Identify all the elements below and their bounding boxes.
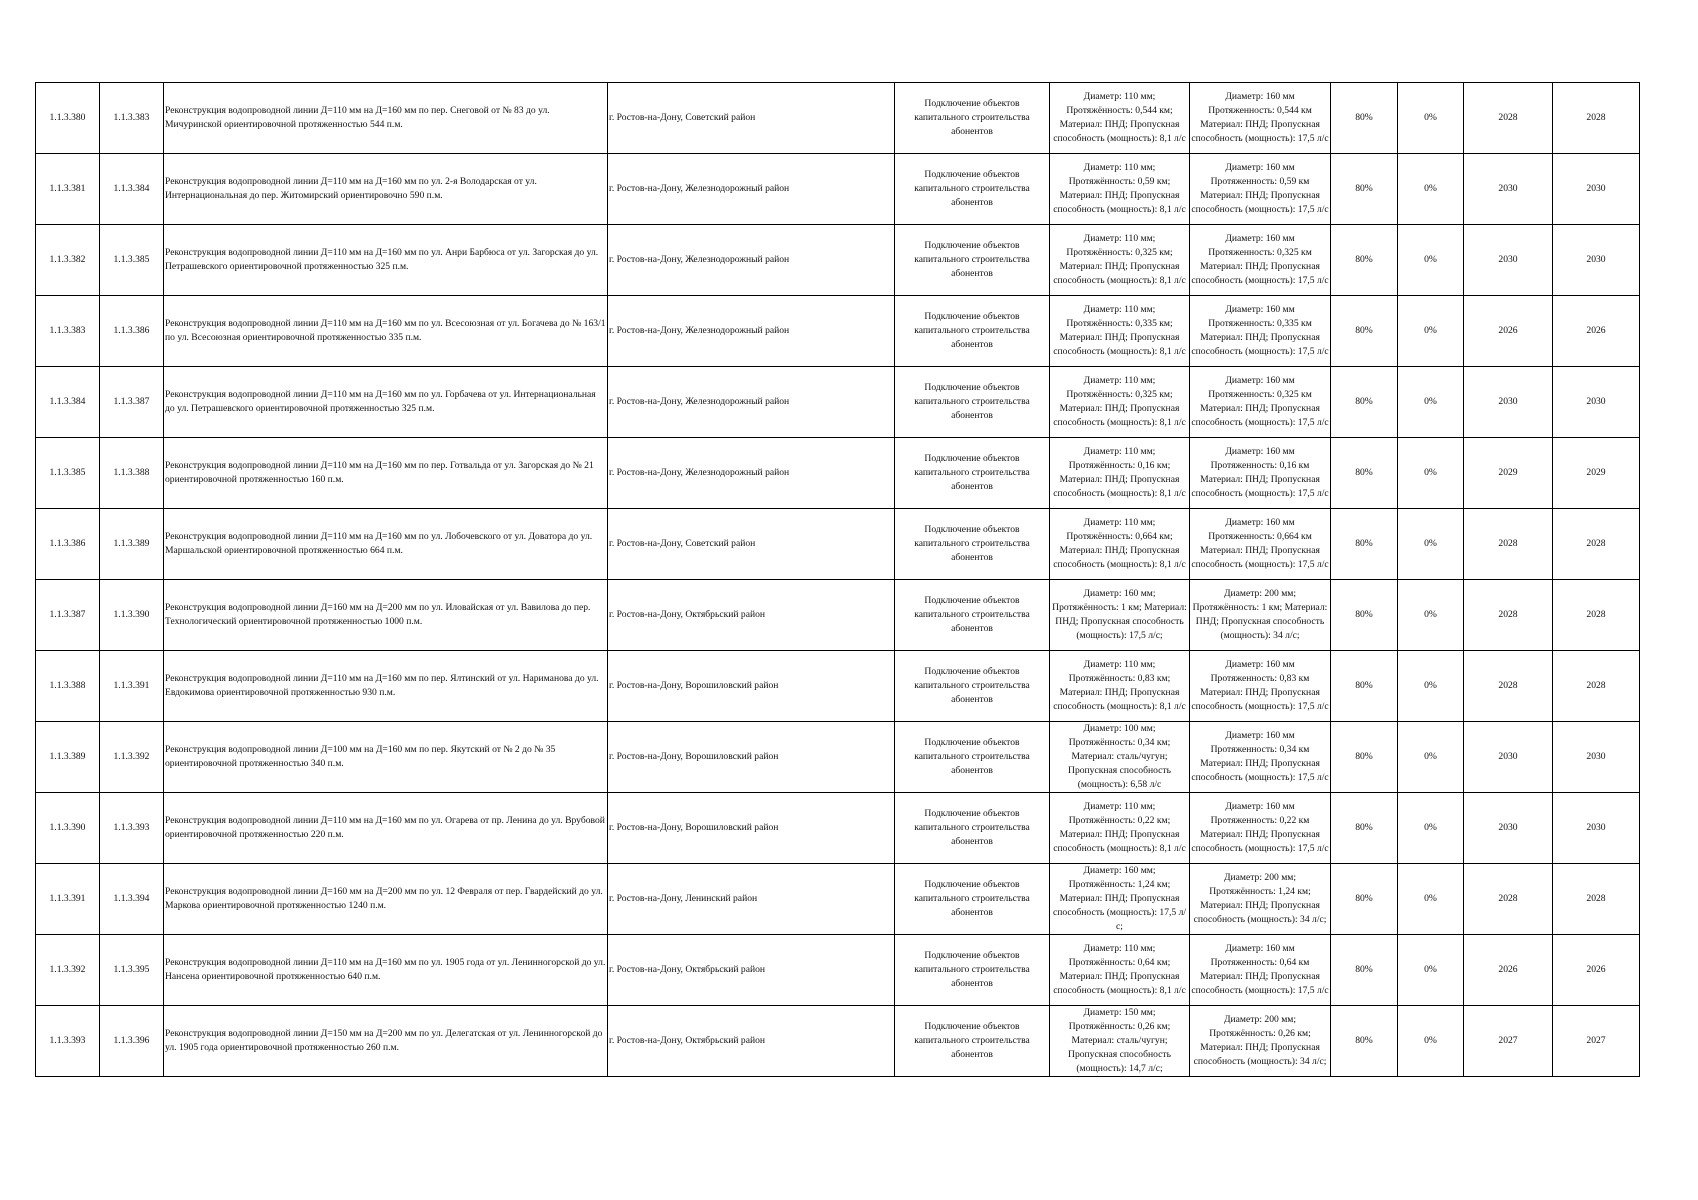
location-cell: г. Ростов-на-Дону, Ворошиловский район bbox=[608, 722, 895, 793]
location-cell: г. Ростов-на-Дону, Октябрьский район bbox=[608, 935, 895, 1006]
item-number-cell: 1.1.3.381 bbox=[36, 154, 100, 225]
specs-after-cell: Диаметр: 200 мм; Протяжённость: 1 км; Материал: ПНД; Пропускная способность (мощность): 34 л/с; bbox=[1190, 580, 1331, 651]
percent-cell-1: 80% bbox=[1331, 438, 1398, 509]
table-row bbox=[36, 225, 1640, 296]
purpose-cell: Подключение объектов капитального строительства абонентов bbox=[895, 935, 1050, 1006]
specs-after-cell: Диаметр: 160 мм Протяженность: 0,335 км Материал: ПНД; Пропускная способность (мощность): 17,5 л/с bbox=[1190, 296, 1331, 367]
program-number-cell: 1.1.3.396 bbox=[100, 1006, 164, 1077]
specs-before-cell: Диаметр: 110 мм; Протяжённость: 0,83 км; Материал: ПНД; Пропускная способность (мощность): 8,1 л/с bbox=[1050, 651, 1190, 722]
start-year-cell: 2028 bbox=[1464, 580, 1553, 651]
location-cell: г. Ростов-на-Дону, Железнодорожный район bbox=[608, 367, 895, 438]
location-cell: г. Ростов-на-Дону, Ворошиловский район bbox=[608, 651, 895, 722]
end-year-cell: 2030 bbox=[1553, 722, 1640, 793]
specs-before-cell: Диаметр: 160 мм; Протяжённость: 1 км; Материал: ПНД; Пропускная способность (мощность): 17,5 л/с; bbox=[1050, 580, 1190, 651]
item-number-cell: 1.1.3.390 bbox=[36, 793, 100, 864]
percent-cell-2: 0% bbox=[1398, 296, 1464, 367]
specs-before-cell: Диаметр: 150 мм; Протяжённость: 0,26 км; Материал: сталь/чугун; Пропускная способность (мощность): 14,7 л/с; bbox=[1050, 1006, 1190, 1077]
purpose-cell: Подключение объектов капитального строительства абонентов bbox=[895, 509, 1050, 580]
table-row bbox=[36, 83, 1640, 154]
table-row bbox=[36, 722, 1640, 793]
percent-cell-2: 0% bbox=[1398, 367, 1464, 438]
start-year-cell: 2029 bbox=[1464, 438, 1553, 509]
end-year-cell: 2028 bbox=[1553, 509, 1640, 580]
description-cell: Реконструкция водопроводной линии Д=110 мм на Д=160 мм по ул. 2-я Володарская от ул. Интернациональная до пер. Житомирский ориентировочно 590 п.м. bbox=[164, 154, 608, 225]
percent-cell-2: 0% bbox=[1398, 509, 1464, 580]
specs-after-cell: Диаметр: 200 мм; Протяжённость: 1,24 км; Материал: ПНД; Пропускная способность (мощность): 34 л/с; bbox=[1190, 864, 1331, 935]
location-cell: г. Ростов-на-Дону, Железнодорожный район bbox=[608, 296, 895, 367]
end-year-cell: 2026 bbox=[1553, 935, 1640, 1006]
item-number-cell: 1.1.3.384 bbox=[36, 367, 100, 438]
program-number-cell: 1.1.3.384 bbox=[100, 154, 164, 225]
purpose-cell: Подключение объектов капитального строительства абонентов bbox=[895, 1006, 1050, 1077]
investment-program-table bbox=[35, 82, 1640, 1077]
start-year-cell: 2026 bbox=[1464, 296, 1553, 367]
program-number-cell: 1.1.3.391 bbox=[100, 651, 164, 722]
percent-cell-2: 0% bbox=[1398, 154, 1464, 225]
percent-cell-1: 80% bbox=[1331, 793, 1398, 864]
description-cell: Реконструкция водопроводной линии Д=110 мм на Д=160 мм по ул. Анри Барбюса от ул. Загорская до ул. Петрашевского ориентировочной протяженностью 325 п.м. bbox=[164, 225, 608, 296]
specs-before-cell: Диаметр: 110 мм; Протяжённость: 0,325 км; Материал: ПНД; Пропускная способность (мощность): 8,1 л/с bbox=[1050, 367, 1190, 438]
table-row bbox=[36, 793, 1640, 864]
specs-after-cell: Диаметр: 160 мм Протяженность: 0,325 км Материал: ПНД; Пропускная способность (мощность): 17,5 л/с bbox=[1190, 367, 1331, 438]
location-cell: г. Ростов-на-Дону, Железнодорожный район bbox=[608, 438, 895, 509]
table-row bbox=[36, 935, 1640, 1006]
end-year-cell: 2027 bbox=[1553, 1006, 1640, 1077]
purpose-cell: Подключение объектов капитального строительства абонентов bbox=[895, 793, 1050, 864]
table-row bbox=[36, 651, 1640, 722]
percent-cell-2: 0% bbox=[1398, 864, 1464, 935]
location-cell: г. Ростов-на-Дону, Советский район bbox=[608, 83, 895, 154]
specs-after-cell: Диаметр: 200 мм; Протяжённость: 0,26 км; Материал: ПНД; Пропускная способность (мощность): 34 л/с; bbox=[1190, 1006, 1331, 1077]
start-year-cell: 2030 bbox=[1464, 367, 1553, 438]
percent-cell-1: 80% bbox=[1331, 83, 1398, 154]
percent-cell-2: 0% bbox=[1398, 580, 1464, 651]
item-number-cell: 1.1.3.391 bbox=[36, 864, 100, 935]
purpose-cell: Подключение объектов капитального строительства абонентов bbox=[895, 864, 1050, 935]
end-year-cell: 2026 bbox=[1553, 296, 1640, 367]
description-cell: Реконструкция водопроводной линии Д=110 мм на Д=160 мм по ул. 1905 года от ул. Ленинногорской до ул. Нансена ориентировочной протяженностью 640 п.м. bbox=[164, 935, 608, 1006]
percent-cell-2: 0% bbox=[1398, 83, 1464, 154]
specs-after-cell: Диаметр: 160 мм Протяженность: 0,83 км Материал: ПНД; Пропускная способность (мощность): 17,5 л/с bbox=[1190, 651, 1331, 722]
specs-after-cell: Диаметр: 160 мм Протяженность: 0,59 км Материал: ПНД; Пропускная способность (мощность): 17,5 л/с bbox=[1190, 154, 1331, 225]
program-number-cell: 1.1.3.383 bbox=[100, 83, 164, 154]
specs-after-cell: Диаметр: 160 мм Протяженность: 0,325 км Материал: ПНД; Пропускная способность (мощность): 17,5 л/с bbox=[1190, 225, 1331, 296]
description-cell: Реконструкция водопроводной линии Д=110 мм на Д=160 мм по ул. Всесоюзная от ул. Богачева до № 163/1 по ул. Всесоюзная ориентировочной протяженностью 335 п.м. bbox=[164, 296, 608, 367]
table-row bbox=[36, 438, 1640, 509]
percent-cell-1: 80% bbox=[1331, 864, 1398, 935]
item-number-cell: 1.1.3.382 bbox=[36, 225, 100, 296]
description-cell: Реконструкция водопроводной линии Д=110 мм на Д=160 мм по пер. Ялтинский от ул. Нариманова до ул. Евдокимова ориентировочной протяженностью 930 п.м. bbox=[164, 651, 608, 722]
specs-after-cell: Диаметр: 160 мм Протяженность: 0,664 км Материал: ПНД; Пропускная способность (мощность): 17,5 л/с bbox=[1190, 509, 1331, 580]
start-year-cell: 2030 bbox=[1464, 722, 1553, 793]
percent-cell-2: 0% bbox=[1398, 793, 1464, 864]
specs-before-cell: Диаметр: 110 мм; Протяжённость: 0,335 км; Материал: ПНД; Пропускная способность (мощность): 8,1 л/с bbox=[1050, 296, 1190, 367]
end-year-cell: 2028 bbox=[1553, 580, 1640, 651]
specs-before-cell: Диаметр: 110 мм; Протяжённость: 0,64 км; Материал: ПНД; Пропускная способность (мощность): 8,1 л/с bbox=[1050, 935, 1190, 1006]
description-cell: Реконструкция водопроводной линии Д=110 мм на Д=160 мм по ул. Лобочевского от ул. Доватора до ул. Маршальской ориентировочной протяженностью 664 п.м. bbox=[164, 509, 608, 580]
item-number-cell: 1.1.3.388 bbox=[36, 651, 100, 722]
table-row bbox=[36, 1006, 1640, 1077]
end-year-cell: 2030 bbox=[1553, 225, 1640, 296]
specs-before-cell: Диаметр: 110 мм; Протяжённость: 0,664 км; Материал: ПНД; Пропускная способность (мощность): 8,1 л/с bbox=[1050, 509, 1190, 580]
table-body bbox=[36, 83, 1640, 1077]
item-number-cell: 1.1.3.385 bbox=[36, 438, 100, 509]
specs-before-cell: Диаметр: 160 мм; Протяжённость: 1,24 км; Материал: ПНД; Пропускная способность (мощность): 17,5 л/с; bbox=[1050, 864, 1190, 935]
purpose-cell: Подключение объектов капитального строительства абонентов bbox=[895, 367, 1050, 438]
program-number-cell: 1.1.3.393 bbox=[100, 793, 164, 864]
purpose-cell: Подключение объектов капитального строительства абонентов bbox=[895, 83, 1050, 154]
program-number-cell: 1.1.3.385 bbox=[100, 225, 164, 296]
table-row bbox=[36, 864, 1640, 935]
table-row bbox=[36, 296, 1640, 367]
percent-cell-1: 80% bbox=[1331, 722, 1398, 793]
description-cell: Реконструкция водопроводной линии Д=160 мм на Д=200 мм по ул. Иловайская от ул. Вавилова до пер. Технологический ориентировочной протяженностью 1000 п.м. bbox=[164, 580, 608, 651]
end-year-cell: 2029 bbox=[1553, 438, 1640, 509]
percent-cell-1: 80% bbox=[1331, 154, 1398, 225]
program-number-cell: 1.1.3.394 bbox=[100, 864, 164, 935]
specs-after-cell: Диаметр: 160 мм Протяженность: 0,64 км Материал: ПНД; Пропускная способность (мощность): 17,5 л/с bbox=[1190, 935, 1331, 1006]
location-cell: г. Ростов-на-Дону, Железнодорожный район bbox=[608, 225, 895, 296]
program-number-cell: 1.1.3.392 bbox=[100, 722, 164, 793]
purpose-cell: Подключение объектов капитального строительства абонентов bbox=[895, 580, 1050, 651]
location-cell: г. Ростов-на-Дону, Октябрьский район bbox=[608, 1006, 895, 1077]
purpose-cell: Подключение объектов капитального строительства абонентов bbox=[895, 722, 1050, 793]
specs-before-cell: Диаметр: 110 мм; Протяжённость: 0,22 км; Материал: ПНД; Пропускная способность (мощность): 8,1 л/с bbox=[1050, 793, 1190, 864]
description-cell: Реконструкция водопроводной линии Д=110 мм на Д=160 мм по пер. Снеговой от № 83 до ул. Мичуринской ориентировочной протяженностью 544 п.м. bbox=[164, 83, 608, 154]
purpose-cell: Подключение объектов капитального строительства абонентов bbox=[895, 651, 1050, 722]
item-number-cell: 1.1.3.386 bbox=[36, 509, 100, 580]
program-number-cell: 1.1.3.390 bbox=[100, 580, 164, 651]
location-cell: г. Ростов-на-Дону, Октябрьский район bbox=[608, 580, 895, 651]
description-cell: Реконструкция водопроводной линии Д=100 мм на Д=160 мм по пер. Якутский от № 2 до № 35 ориентировочной протяженностью 340 п.м. bbox=[164, 722, 608, 793]
item-number-cell: 1.1.3.380 bbox=[36, 83, 100, 154]
table-row bbox=[36, 580, 1640, 651]
end-year-cell: 2030 bbox=[1553, 793, 1640, 864]
item-number-cell: 1.1.3.393 bbox=[36, 1006, 100, 1077]
item-number-cell: 1.1.3.387 bbox=[36, 580, 100, 651]
location-cell: г. Ростов-на-Дону, Железнодорожный район bbox=[608, 154, 895, 225]
item-number-cell: 1.1.3.389 bbox=[36, 722, 100, 793]
description-cell: Реконструкция водопроводной линии Д=150 мм на Д=200 мм по ул. Делегатская от ул. Ленинногорской до ул. 1905 года ориентировочной протяженностью 260 п.м. bbox=[164, 1006, 608, 1077]
percent-cell-1: 80% bbox=[1331, 509, 1398, 580]
item-number-cell: 1.1.3.383 bbox=[36, 296, 100, 367]
percent-cell-2: 0% bbox=[1398, 1006, 1464, 1077]
description-cell: Реконструкция водопроводной линии Д=110 мм на Д=160 мм по ул. Огарева от пр. Ленина до ул. Врубовой ориентировочной протяженностью 220 п.м. bbox=[164, 793, 608, 864]
end-year-cell: 2030 bbox=[1553, 154, 1640, 225]
percent-cell-1: 80% bbox=[1331, 651, 1398, 722]
purpose-cell: Подключение объектов капитального строительства абонентов bbox=[895, 438, 1050, 509]
percent-cell-2: 0% bbox=[1398, 722, 1464, 793]
start-year-cell: 2030 bbox=[1464, 225, 1553, 296]
start-year-cell: 2030 bbox=[1464, 793, 1553, 864]
end-year-cell: 2028 bbox=[1553, 864, 1640, 935]
item-number-cell: 1.1.3.392 bbox=[36, 935, 100, 1006]
start-year-cell: 2030 bbox=[1464, 154, 1553, 225]
location-cell: г. Ростов-на-Дону, Ленинский район bbox=[608, 864, 895, 935]
specs-before-cell: Диаметр: 110 мм; Протяжённость: 0,16 км; Материал: ПНД; Пропускная способность (мощность): 8,1 л/с bbox=[1050, 438, 1190, 509]
specs-before-cell: Диаметр: 110 мм; Протяжённость: 0,325 км; Материал: ПНД; Пропускная способность (мощность): 8,1 л/с bbox=[1050, 225, 1190, 296]
table-row bbox=[36, 509, 1640, 580]
purpose-cell: Подключение объектов капитального строительства абонентов bbox=[895, 296, 1050, 367]
percent-cell-1: 80% bbox=[1331, 296, 1398, 367]
start-year-cell: 2026 bbox=[1464, 935, 1553, 1006]
program-number-cell: 1.1.3.386 bbox=[100, 296, 164, 367]
location-cell: г. Ростов-на-Дону, Ворошиловский район bbox=[608, 793, 895, 864]
end-year-cell: 2030 bbox=[1553, 367, 1640, 438]
specs-before-cell: Диаметр: 110 мм; Протяжённость: 0,544 км; Материал: ПНД; Пропускная способность (мощность): 8,1 л/с bbox=[1050, 83, 1190, 154]
percent-cell-1: 80% bbox=[1331, 367, 1398, 438]
specs-after-cell: Диаметр: 160 мм Протяженность: 0,34 км Материал: ПНД; Пропускная способность (мощность): 17,5 л/с bbox=[1190, 722, 1331, 793]
table-row bbox=[36, 367, 1640, 438]
description-cell: Реконструкция водопроводной линии Д=110 мм на Д=160 мм по пер. Готвальда от ул. Загорская до № 21 ориентировочной протяженностью 160 п.м. bbox=[164, 438, 608, 509]
end-year-cell: 2028 bbox=[1553, 651, 1640, 722]
start-year-cell: 2027 bbox=[1464, 1006, 1553, 1077]
percent-cell-1: 80% bbox=[1331, 580, 1398, 651]
description-cell: Реконструкция водопроводной линии Д=160 мм на Д=200 мм по ул. 12 Февраля от пер. Гвардейский до ул. Маркова ориентировочной протяженностью 1240 п.м. bbox=[164, 864, 608, 935]
percent-cell-1: 80% bbox=[1331, 1006, 1398, 1077]
location-cell: г. Ростов-на-Дону, Советский район bbox=[608, 509, 895, 580]
program-number-cell: 1.1.3.388 bbox=[100, 438, 164, 509]
percent-cell-2: 0% bbox=[1398, 651, 1464, 722]
specs-after-cell: Диаметр: 160 мм Протяженность: 0,22 км Материал: ПНД; Пропускная способность (мощность): 17,5 л/с bbox=[1190, 793, 1331, 864]
percent-cell-1: 80% bbox=[1331, 935, 1398, 1006]
percent-cell-2: 0% bbox=[1398, 225, 1464, 296]
purpose-cell: Подключение объектов капитального строительства абонентов bbox=[895, 225, 1050, 296]
start-year-cell: 2028 bbox=[1464, 864, 1553, 935]
percent-cell-2: 0% bbox=[1398, 438, 1464, 509]
start-year-cell: 2028 bbox=[1464, 509, 1553, 580]
program-number-cell: 1.1.3.387 bbox=[100, 367, 164, 438]
purpose-cell: Подключение объектов капитального строительства абонентов bbox=[895, 154, 1050, 225]
program-number-cell: 1.1.3.389 bbox=[100, 509, 164, 580]
percent-cell-1: 80% bbox=[1331, 225, 1398, 296]
specs-after-cell: Диаметр: 160 мм Протяженность: 0,544 км Материал: ПНД; Пропускная способность (мощность): 17,5 л/с bbox=[1190, 83, 1331, 154]
start-year-cell: 2028 bbox=[1464, 651, 1553, 722]
specs-before-cell: Диаметр: 100 мм; Протяжённость: 0,34 км; Материал: сталь/чугун; Пропускная способность (мощность): 6,58 л/с bbox=[1050, 722, 1190, 793]
description-cell: Реконструкция водопроводной линии Д=110 мм на Д=160 мм по ул. Горбачева от ул. Интернациональная до ул. Петрашевского ориентировочной протяженностью 325 п.м. bbox=[164, 367, 608, 438]
percent-cell-2: 0% bbox=[1398, 935, 1464, 1006]
specs-after-cell: Диаметр: 160 мм Протяженность: 0,16 км Материал: ПНД; Пропускная способность (мощность): 17,5 л/с bbox=[1190, 438, 1331, 509]
program-number-cell: 1.1.3.395 bbox=[100, 935, 164, 1006]
table-row bbox=[36, 154, 1640, 225]
specs-before-cell: Диаметр: 110 мм; Протяжённость: 0,59 км; Материал: ПНД; Пропускная способность (мощность): 8,1 л/с bbox=[1050, 154, 1190, 225]
start-year-cell: 2028 bbox=[1464, 83, 1553, 154]
end-year-cell: 2028 bbox=[1553, 83, 1640, 154]
